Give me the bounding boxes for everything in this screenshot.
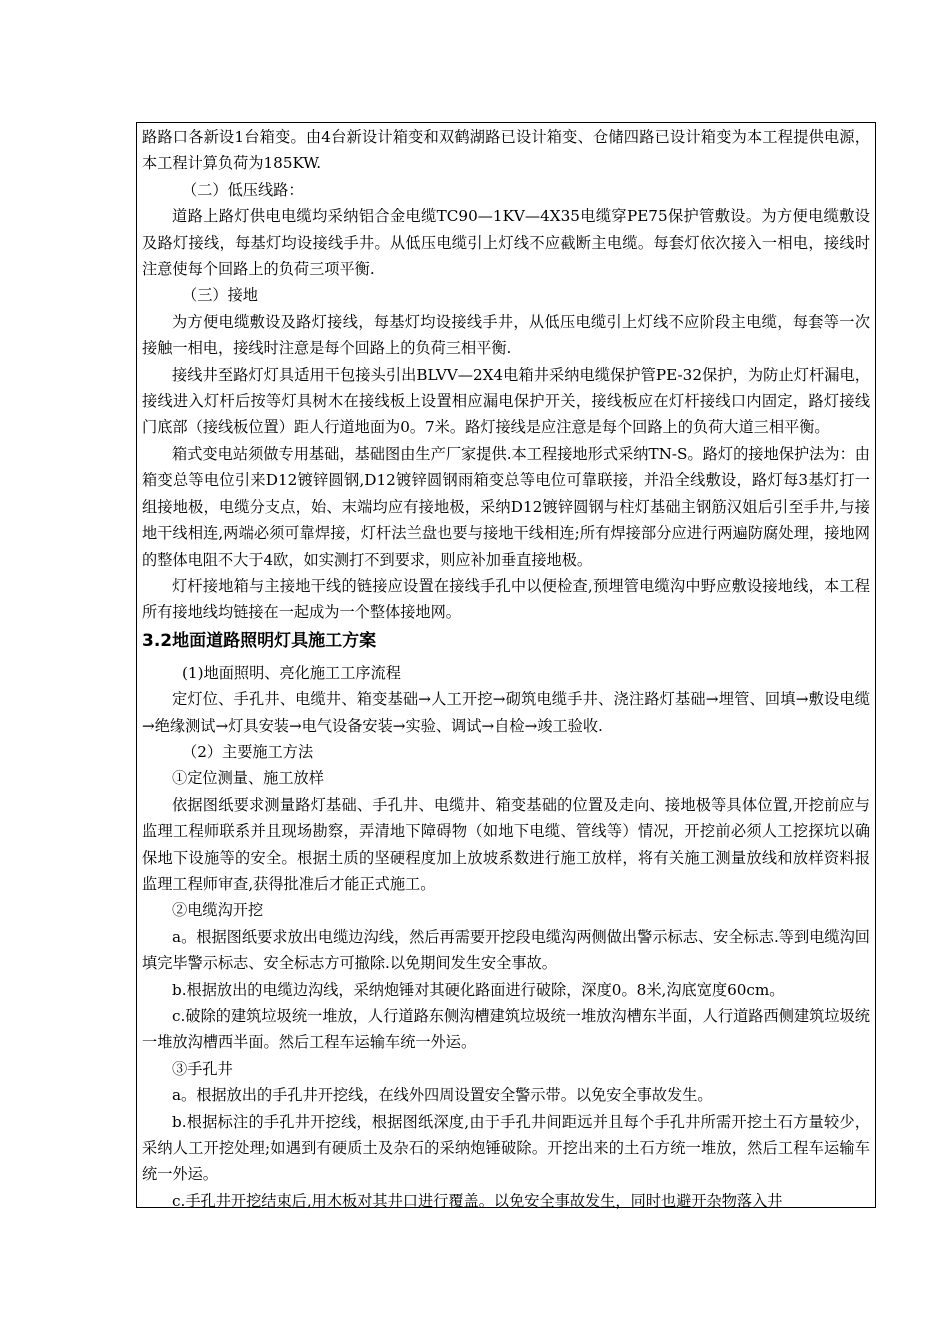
subheading-process: (1)地面照明、亮化施工工序流程: [182, 663, 401, 682]
subheading-methods: （2）主要施工方法: [182, 742, 314, 761]
paragraph: 依据图纸要求测量路灯基础、手孔井、电缆井、箱变基础的位置及走向、接地极等具体位置,开挖前应与监理工程师联系并且现场勘察，弄清地下障碍物（如地下电缆、管线等）情况，开挖前必须人工挖探坑以确保地下设施等的安全。根据土质的坚硬程度加上放坡系数进行施工放样，将有关施工测量放线和放样资料报监理工程师审查,获得批准后才能正式施工。: [142, 795, 870, 893]
list-item-heading: ①定位测量、施工放样: [172, 769, 324, 788]
paragraph: c.手孔井开挖结束后,用木板对其井口进行覆盖。以免安全事故发生，同时也避开杂物落入井: [172, 1191, 783, 1210]
paragraph: 道路上路灯供电电缆均采纳铝合金电缆TC90—1KV—4X35电缆穿PE75保护管敷设。为方便电缆敷设及路灯接线，每基灯均设接线手井。从低压电缆引上灯线不应截断主电缆。每套灯依次接入一相电，接线时注意使每个回路上的负荷三项平衡.: [142, 207, 870, 279]
list-item-heading: ②电缆沟开挖: [172, 901, 264, 920]
paragraph: 接线井至路灯灯具适用干包接头引出BLVV—2X4电箱井采纳电缆保护管PE-32保护，为防止灯杆漏电，接线进入灯杆后按等灯具树木在接线板上设置相应漏电保护开关，接线板应在灯杆接线口内固定，路灯接线门底部（接线板位置）距人行道地面为0。7米。路灯接线是应注意是每个回路上的负荷大道三相平衡。: [142, 365, 870, 437]
subheading-grounding: （三）接地: [182, 286, 258, 305]
paragraph: b.根据标注的手孔井开挖线，根据图纸深度,由于手孔井间距远并且每个手孔井所需开挖土石方量较少，采纳人工开挖处理;如遇到有硬质土及杂石的采纳炮锤破除。开挖出来的土石方统一堆放，然后工程车运输车统一外运。: [142, 1112, 870, 1184]
paragraph: b.根据放出的电缆边沟线，采纳炮锤对其硬化路面进行破除，深度0。8米,沟底宽度60cm。: [172, 980, 785, 999]
paragraph: a。根据放出的手孔井开挖线，在线外四周设置安全警示带。以免安全事故发生。: [172, 1086, 713, 1105]
subheading-low-voltage: （二）低压线路：: [182, 180, 304, 199]
paragraph: 为方便电缆敷设及路灯接线，每基灯均设接线手井，从低压电缆引上灯线不应阶段主电缆，每套等一次接触一相电，接线时注意是每个回路上的负荷三相平衡.: [142, 312, 870, 358]
list-item-heading: ③手孔井: [172, 1059, 233, 1078]
paragraph: c.破除的建筑垃圾统一堆放，人行道路东侧沟槽建筑垃圾统一堆放沟槽东半面，人行道路西侧建筑垃圾统一堆放沟槽西半面。然后工程车运输车统一外运。: [142, 1007, 870, 1052]
paragraph: 路路口各新设1台箱变。由4台新设计箱变和双鹤湖路已设计箱变、仓储四路已设计箱变为本工程提供电源，本工程计算负荷为185KW.: [142, 128, 870, 173]
section-heading: 3.2地面道路照明灯具施工方案: [142, 630, 377, 651]
paragraph: a。根据图纸要求放出电缆边沟线，然后再需要开挖段电缆沟两侧做出警示标志、安全标志.等到电缆沟回填完毕警示标志、安全标志方可撤除.以免期间发生安全事故。: [142, 927, 870, 973]
paragraph: 灯杆接地箱与主接地干线的链接应设置在接线手孔中以便检查,预埋管电缆沟中野应敷设接地线，本工程所有接地线均链接在一起成为一个整体接地网。: [142, 576, 870, 622]
document-body: [142, 124, 870, 1214]
paragraph: 箱式变电站须做专用基础，基础图由生产厂家提供.本工程接地形式采纳TN-S。路灯的接地保护法为：由箱变总等电位引来D12镀锌圆钢,D12镀锌圆钢雨箱变总等电位可靠联接，并沿全线敷设，路灯每3基灯打一组接地极，电缆分支点，始、末端均应有接地极，采纳D12镀锌圆钢与柱灯基础主钢筋汉姐后引至手井,与接地干线相连,两端必须可靠焊接，灯杆法兰盘也要与接地干线相连;所有焊接部分应进行两遍防腐处理，接地网的整体电阻不大于4欧，如实测打不到要求，则应补加垂直接地极。: [142, 444, 870, 569]
paragraph: 定灯位、手孔井、电缆井、箱变基础→人工开挖→砌筑电缆手井、浇注路灯基础→埋管、回填→敷设电缆→绝缘测试→灯具安装→电气设备安装→实验、调试→自检→竣工验收.: [142, 690, 870, 735]
